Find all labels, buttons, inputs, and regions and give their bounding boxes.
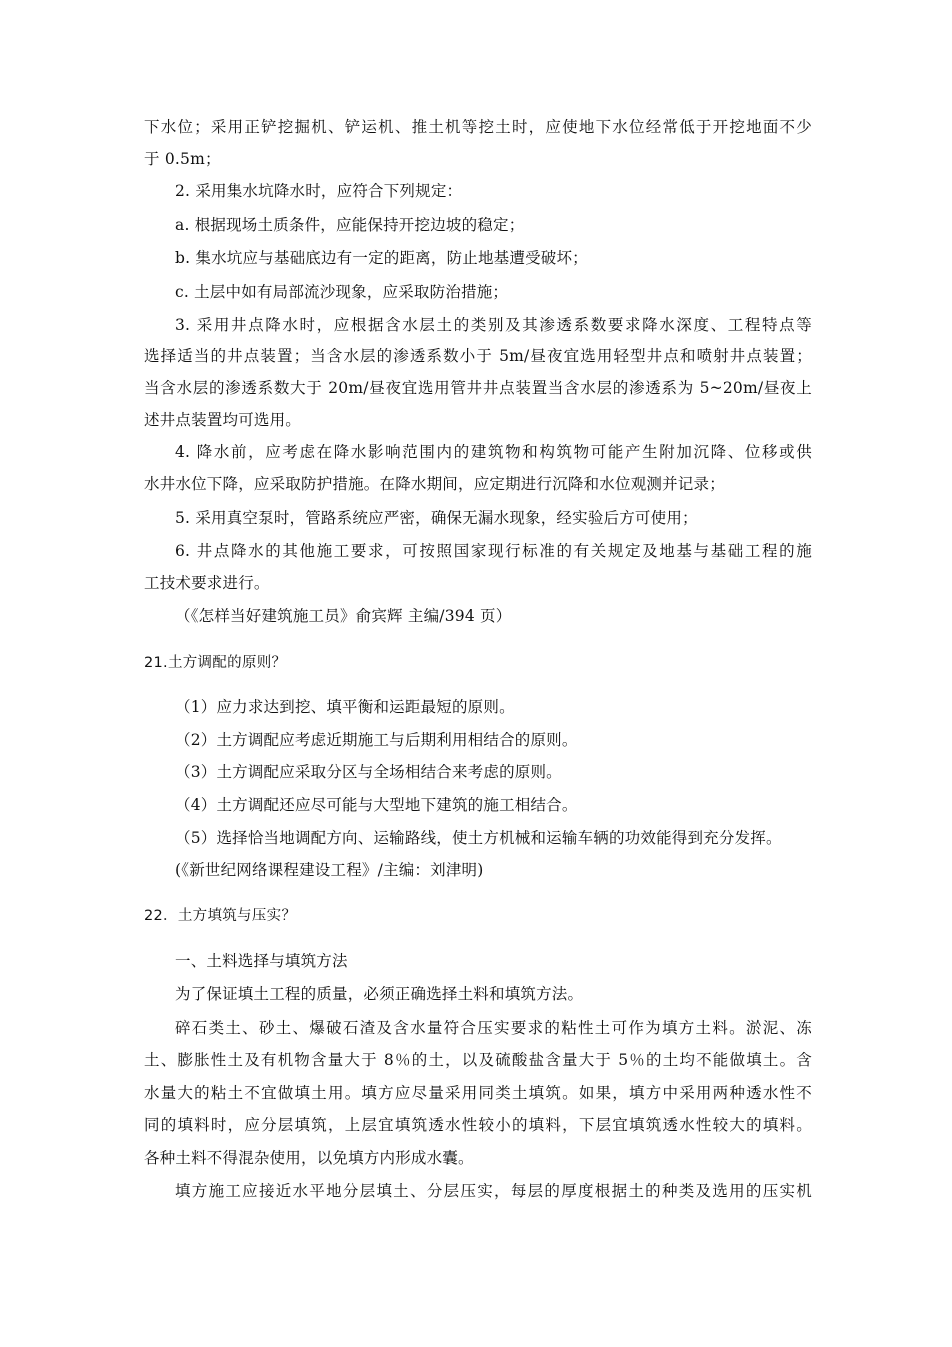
paragraph-line: 于 0.5m； [144,150,221,168]
paragraph-line: 下水位；采用正铲挖掘机、铲运机、推土机等挖土时，应使地下水位经常低于开挖地面不少 [144,118,812,136]
paragraph-line: 各种土料不得混杂使用，以免填方内形成水囊。 [144,1149,474,1167]
paragraph-line: 填方施工应接近水平地分层填土、分层压实，每层的厚度根据土的种类及选用的压实机 [175,1182,812,1200]
list-item: （2）土方调配应考虑近期施工与后期利用相结合的原则。 [175,731,578,749]
paragraph-line: 为了保证填土工程的质量，必须正确选择土料和填筑方法。 [175,985,584,1003]
list-item: 3. 采用井点降水时，应根据含水层土的类别及其渗透系数要求降水深度、工程特点等 [175,316,812,334]
paragraph-line: 工技术要求进行。 [144,574,270,592]
paragraph-line: 水量大的粘土不宜做填土用。填方应尽量采用同类土填筑。如果，填方中采用两种透水性不 [144,1084,812,1102]
list-item: 2. 采用集水坑降水时，应符合下列规定： [175,182,463,200]
paragraph-line: 碎石类土、砂土、爆破石渣及含水量符合压实要求的粘性土可作为填方土料。淤泥、冻 [175,1019,812,1037]
paragraph-line: 土、膨胀性土及有机物含量大于 8％的土，以及硫酸盐含量大于 5％的土均不能做填土。含 [144,1051,812,1069]
paragraph-line: 水井水位下降，应采取防护措施。在降水期间，应定期进行沉降和水位观测并记录； [144,475,725,493]
list-item: （1）应力求达到挖、填平衡和运距最短的原则。 [175,698,515,716]
paragraph-line: 选择适当的井点装置；当含水层的渗透系数小于 5m/昼夜宜选用轻型井点和喷射井点装置； [144,347,812,365]
subheading: 一、土料选择与填筑方法 [175,952,348,970]
list-item: b. 集水坑应与基础底边有一定的距离，防止地基遭受破坏； [175,249,588,267]
section-heading: 22．土方填筑与压实？ [144,908,297,924]
paragraph-line: 述井点装置均可选用。 [144,411,302,429]
list-item: （3）土方调配应采取分区与全场相结合来考虑的原则。 [175,763,562,781]
list-item: a. 根据现场土质条件，应能保持开挖边坡的稳定； [175,216,525,234]
paragraph-line: 同的填料时，应分层填筑，上层宜填筑透水性较小的填料，下层宜填筑透水性较大的填料。 [144,1116,812,1134]
list-item: （5）选择恰当地调配方向、运输路线，使土方机械和运输车辆的功效能得到充分发挥。 [175,829,782,847]
paragraph-line: 当含水层的渗透系数大于 20m/昼夜宜选用管井井点装置当含水层的渗透系为 5~20m/昼夜上 [144,379,812,397]
list-item: （4）土方调配还应尽可能与大型地下建筑的施工相结合。 [175,796,578,814]
source-citation: (《新世纪网络课程建设工程》/主编：刘津明) [175,861,484,879]
section-heading: 21.土方调配的原则？ [144,655,287,671]
list-item: 4. 降水前，应考虑在降水影响范围内的建筑物和构筑物可能产生附加沉降、位移或供 [175,443,812,461]
source-citation: （《怎样当好建筑施工员》俞宾辉 主编/394 页） [175,607,512,625]
list-item: 5. 采用真空泵时，管路系统应严密，确保无漏水现象，经实验后方可使用； [175,509,698,527]
list-item: 6. 井点降水的其他施工要求，可按照国家现行标准的有关规定及地基与基础工程的施 [175,542,812,560]
list-item: c. 土层中如有局部流沙现象，应采取防治措施； [175,283,509,301]
